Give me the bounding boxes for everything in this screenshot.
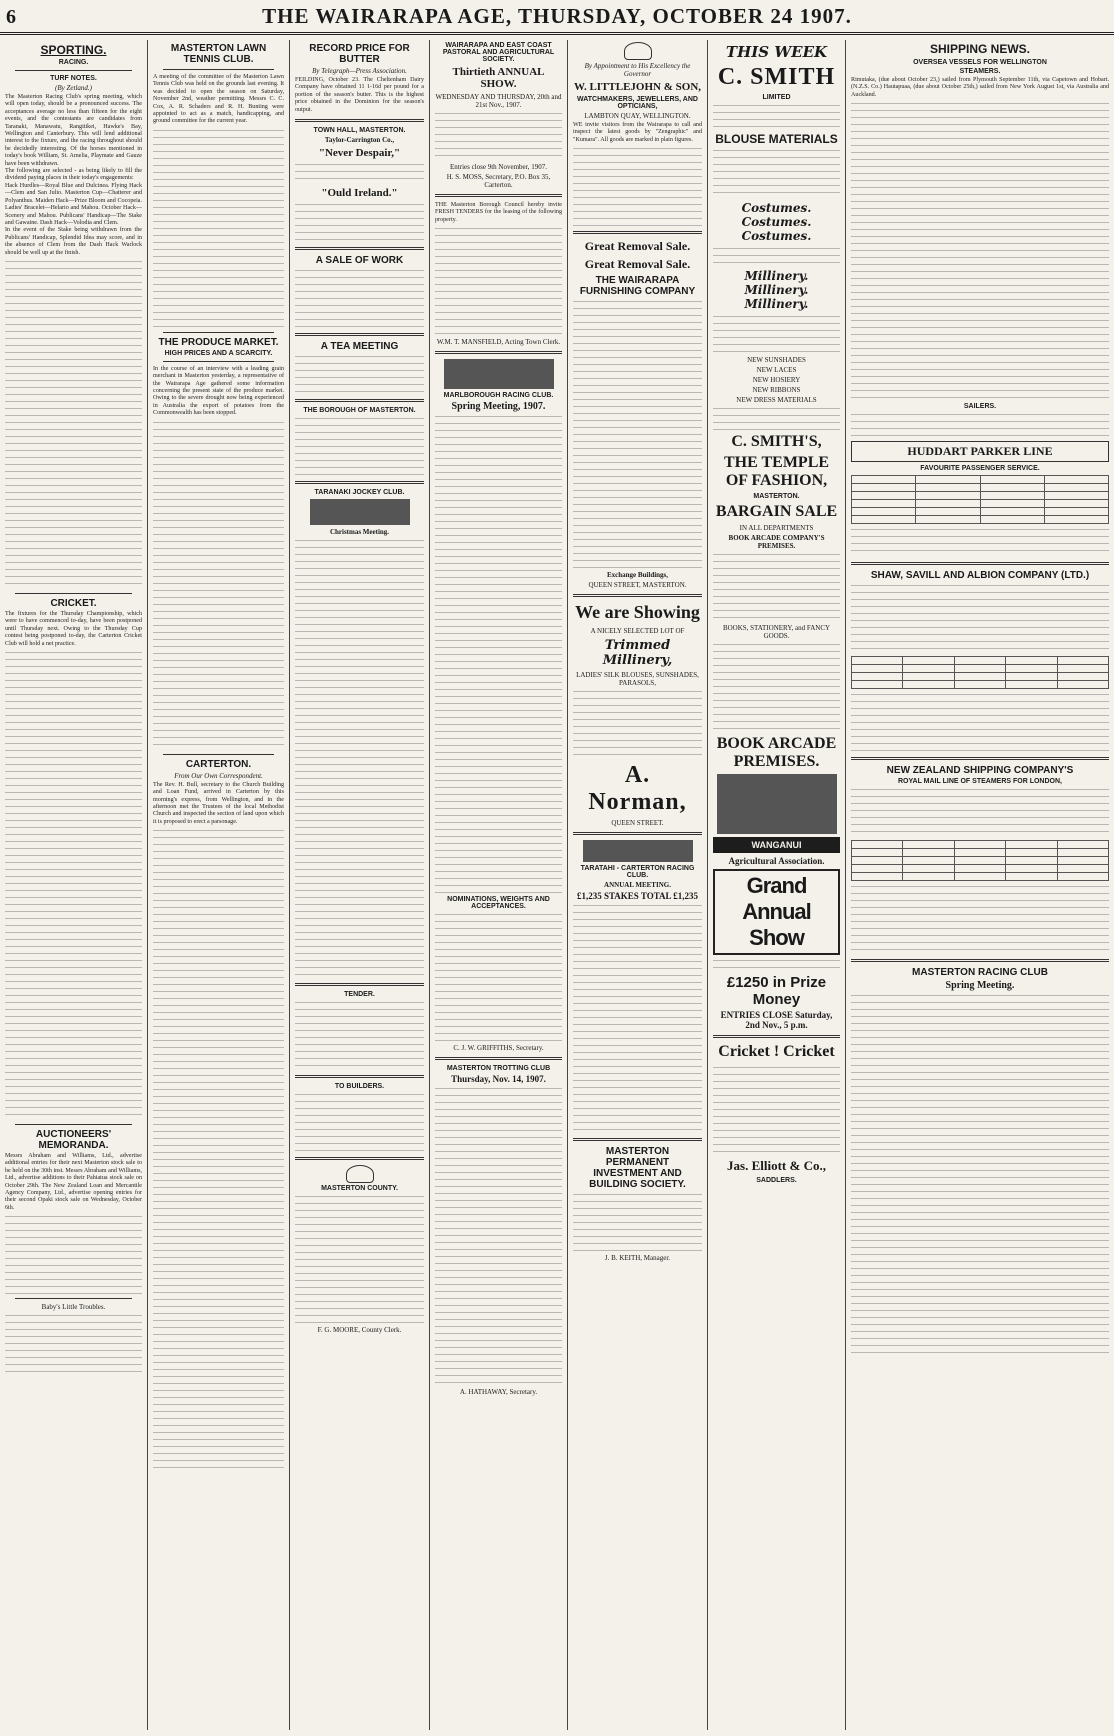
favourite-service: FAVOURITE PASSENGER SERVICE. <box>920 465 1040 473</box>
butter-heading: RECORD PRICE FOR BUTTER <box>309 43 410 65</box>
text-block <box>295 202 424 242</box>
elliott-name: Jas. Elliott & Co., <box>727 1158 826 1173</box>
column-shipping <box>846 40 1114 1730</box>
bull-illustration <box>717 774 837 834</box>
secretary-moss: H. S. MOSS, Secretary, P.O. Box 35, Carterton. <box>446 173 551 189</box>
new-dress-materials: NEW DRESS MATERIALS <box>736 396 817 404</box>
society-manager: J. B. KEITH, Manager. <box>604 1254 671 1263</box>
cricket-paragraph: The fixtures for the Thursday Championship, which were to have commenced to-day, have been postponed until Thursday next. Owing to the Thursday Cup contest being postponed to-day, the Carterton Cricket Club will hold a net practice. <box>5 610 142 647</box>
temple-of-fashion-title: THE TEMPLE OF FASHION, <box>723 454 830 489</box>
text-block <box>573 299 702 569</box>
text-block <box>295 1000 424 1070</box>
new-sunshades: NEW SUNSHADES <box>747 356 806 364</box>
text-block <box>851 993 1109 1353</box>
nominations-heading: NOMINATIONS, WEIGHTS AND ACCEPTANCES. <box>447 896 550 911</box>
littlejohn-text: WE invite visitors from the Wairarapa to call and inspect the latest goods by "Zengraphic" and "Kumara". All goods are marked in plain figures. <box>573 122 702 143</box>
sporting-heading: SPORTING. <box>40 43 107 57</box>
royal-mail-line: ROYAL MAIL LINE OF STEAMERS FOR LONDON, <box>898 778 1062 786</box>
saddlers-label: SADDLERS. <box>756 1177 797 1184</box>
books-line: BOOKS, STATIONERY, and FANCY GOODS. <box>722 624 831 640</box>
text-block <box>851 787 1109 837</box>
shipping-news-heading: SHIPPING NEWS. <box>929 42 1030 56</box>
littlejohn-trade: WATCHMAKERS, JEWELLERS, AND OPTICIANS, <box>577 96 698 110</box>
permanent-society-heading: MASTERTON PERMANENT INVESTMENT AND BUILDING SOCIETY. <box>589 1146 686 1191</box>
carterton-subheading: From Our Own Correspondent. <box>174 771 263 780</box>
racing-horses-illustration <box>444 359 554 389</box>
all-departments: IN ALL DEPARTMENTS <box>739 524 814 532</box>
trotting-date: Thursday, Nov. 14, 1907. <box>451 1074 546 1085</box>
masterton-label: MASTERTON. <box>753 493 800 500</box>
sailers-heading: SAILERS. <box>963 403 997 411</box>
text-block <box>153 128 284 328</box>
page-number: 6 <box>6 6 16 28</box>
c-smith-title: C. SMITH <box>717 64 836 90</box>
text-block <box>851 583 1109 653</box>
text-block <box>713 642 840 732</box>
auctioneers-paragraph: Messrs Abraham and Williams, Ltd., advertise additional entries for their next Masterton stock sale to be held on the 30th inst. Messrs Abraham and Williams, Ltd., advertise additions to their Pahiatua stock sale on October 29th. The New Zealand Loan and Mercantile Agency Company, Ltd., advertise opening entries for their second Opaki stock sale on Wednesday, October 6th. <box>5 1152 142 1211</box>
produce-subheading: HIGH PRICES AND A SCARCITY. <box>164 349 273 357</box>
column-butter <box>290 40 430 1730</box>
racing-illustration <box>583 840 693 862</box>
c-smiths-title: C. SMITH'S, <box>731 433 822 450</box>
text-block <box>295 416 424 476</box>
racing-paragraph-1: The Masterton Racing Club's spring meeting, which will open today, should be a pronounced success. The acceptances average no less than fifteen for the eight events, and the contestants are candidates from Taranaki, Manawatu, Rangitikei, Hawke's Bay, Wellington and Canterbury. This will lend additional interest to the fixture, and the racing throughout should be decidedly interesting. Of the horses mentioned in today's book William, St. Amelia, Playmate and Gauze have been withdrawn. <box>5 94 142 167</box>
borough-tenders-text: THE Masterton Borough Council hereby invite FRESH TENDERS for the leasing of the following property. <box>435 202 562 223</box>
tender-heading: TENDER. <box>344 991 375 999</box>
book-arcade-premises: BOOK ARCADE COMPANY'S PREMISES. <box>728 534 825 550</box>
text-block <box>295 1194 424 1324</box>
text-block <box>713 314 840 354</box>
acting-town-clerk: W.M. T. MANSFIELD, Acting Town Clerk. <box>436 338 561 347</box>
produce-paragraph: In the course of an interview with a leading grain merchant in Masterton yesterday, a representative of the Wairarapa Age gathered some information concerning the present state of the produce market. Owing to the severe drought now being experienced in Australia the export of potatoes from the Commonwealth has been stopped. <box>153 365 284 417</box>
nz-shipping-heading: NEW ZEALAND SHIPPING COMPANY'S <box>886 765 1074 777</box>
appointment-line: By Appointment to His Excellency the Governor <box>584 62 691 78</box>
racing-heading: RACING. <box>58 59 89 66</box>
selected-lot-line: A NICELY SELECTED LOT OF <box>590 627 685 636</box>
huddart-schedule <box>851 475 1109 524</box>
shaw-savill-heading: SHAW, SAVILL AND ALBION COMPANY (LTD.) <box>870 570 1090 582</box>
text-block <box>713 246 840 266</box>
entries-close: Entries close 9th November, 1907. <box>450 163 547 171</box>
text-block <box>295 1092 424 1152</box>
tea-meeting-heading: A TEA MEETING <box>320 341 399 353</box>
borough-heading: THE BOROUGH OF MASTERTON. <box>303 407 416 415</box>
royal-crest-icon <box>624 42 652 60</box>
text-block <box>435 912 562 1042</box>
costumes-title: Costumes. Costumes. Costumes. <box>741 201 812 243</box>
text-block <box>713 103 840 129</box>
masterton-racing-heading: MASTERTON RACING CLUB <box>912 967 1048 979</box>
text-block <box>295 162 424 184</box>
sale-of-work-heading: A SALE OF WORK <box>315 255 404 267</box>
never-despair-title: "Never Despair," <box>318 147 401 160</box>
column-ads-smith <box>708 40 846 1730</box>
text-block <box>573 1192 702 1252</box>
text-block <box>573 903 702 1133</box>
cricket-heading: CRICKET. <box>50 597 97 609</box>
text-block <box>851 884 1109 954</box>
column-sporting <box>0 40 148 1730</box>
marlborough-racing-heading: MARLBOROUGH RACING CLUB. <box>443 392 554 400</box>
we-are-showing-title: We are Showing <box>575 602 700 623</box>
auctioneers-heading: AUCTIONEERS' MEMORANDA. <box>35 1128 112 1151</box>
masthead <box>0 0 1114 35</box>
butter-paragraph: FEILDING, October 23. The Cheltenham Dairy Company have obtained 11 1-16d per pound for a portion of the season's butter. This is the highest price obtained in the Dominion for the season's output. <box>295 77 424 113</box>
carterton-paragraph: The Rev. H. Bull, secretary to the Church Building and Loan Fund, arrived in Carterton by this morning's express, from Wellington, and in the afternoon met the Trustees of the local Methodist Church and inspected the section of land upon which it is proposed to erect a parsonage. <box>153 781 284 825</box>
text-block <box>295 538 424 978</box>
tennis-heading: MASTERTON LAWN TENNIS CLUB. <box>170 43 267 65</box>
removal-sale-title-2: Great Removal Sale. <box>584 257 691 272</box>
steamers-paragraph: Rimutaka, (due about October 23,) sailed from Plymouth September 11th, via Capetown and Hobart. (N.Z.S. Co.) Hautapuaa, (due about October 25th,) sailed from New York August 1st, via Australia and Auckland. <box>851 77 1109 98</box>
columns <box>0 40 1114 1736</box>
text-block <box>713 958 840 972</box>
norman-name: A. Norman, <box>588 762 687 816</box>
removal-sale-title: Great Removal Sale. <box>584 239 691 254</box>
this-week-title: THIS WEEK <box>725 43 828 61</box>
turf-notes-heading: TURF NOTES. <box>50 75 97 82</box>
text-block <box>573 689 702 759</box>
christmas-meeting-title: Christmas Meeting. <box>329 528 390 537</box>
pastoral-society-heading: WAIRARAPA AND EAST COAST PASTORAL AND AGRICULTURAL SOCIETY. <box>442 42 555 63</box>
new-ribbons: NEW RIBBONS <box>752 386 801 394</box>
stakes-total: £1,235 STAKES TOTAL £1,235 <box>576 891 699 902</box>
racing-paragraph-3: Hack Hurdles—Royal Blue and Dulcinea. Flying Hack—Clem and San Julio. Masterton Cup—Chatterer and Polyanthus. Maiden Hack—Prize Bloom and Cocopeia. Ladies' Bracelet—Helario and Mahou. October Hack—Scenery and Mahou. Publicans' Handicap—The Stake and Gawaine. Dash Hack—Volodia and Clem. <box>5 182 142 226</box>
trimmed-millinery-title: Trimmed Millinery, <box>602 638 673 669</box>
text-block <box>435 226 562 336</box>
secretary-griffiths: C. J. W. GRIFFITHS, Secretary. <box>453 1044 544 1053</box>
text-block <box>851 527 1109 557</box>
builders-heading: TO BUILDERS. <box>334 1083 385 1091</box>
text-block <box>153 420 284 750</box>
text-block <box>851 412 1109 438</box>
limited-label: LIMITED <box>762 94 791 101</box>
trotting-club-heading: MASTERTON TROTTING CLUB <box>446 1065 551 1073</box>
carterton-heading: CARTERTON. <box>185 758 252 770</box>
racing-paragraph-2: The following are selected - as being likely to fill the dividend paying places in their today's engagements: <box>5 168 142 182</box>
newspaper-title: THE WAIRARAPA AGE, THURSDAY, OCTOBER 24 1907. <box>262 4 852 28</box>
text-block <box>713 552 840 622</box>
norman-address: QUEEN STREET. <box>611 819 664 828</box>
text-block <box>5 1313 142 1373</box>
text-block <box>295 354 424 394</box>
millinery-title: Millinery. Millinery. Millinery. <box>744 269 809 311</box>
text-block <box>573 146 702 226</box>
byline: (By Zetland.) <box>55 84 92 92</box>
text-block <box>435 111 562 161</box>
blouse-materials-title: BLOUSE MATERIALS <box>715 132 838 146</box>
masterton-spring-meeting: Spring Meeting. <box>945 980 1015 992</box>
column-ads-show <box>430 40 568 1730</box>
entries-close-wanganui: ENTRIES CLOSE Saturday, 2nd Nov., 5 p.m. <box>720 1010 833 1030</box>
prize-money: £1250 in Prize Money <box>726 974 827 1008</box>
column-tennis <box>148 40 290 1730</box>
county-heading: MASTERTON COUNTY. <box>321 1185 398 1193</box>
text-block <box>153 828 284 1468</box>
blouses-line: LADIES' SILK BLOUSES, SUNSHADES, PARASOLS, <box>576 671 699 688</box>
shaw-savill-schedule <box>851 656 1109 689</box>
tennis-paragraph: A meeting of the committee of the Masterton Lawn Tennis Club was held on the grounds last evening. It was decided to open the season on Saturday, November 2nd, weather permitting. Messrs C. C. Cox, A. R. Schaders and R. H. Bunting were appointed to act as a match, handicapping, and ground committee for the current year. <box>153 74 284 125</box>
steamers-heading: STEAMERS. <box>959 68 1001 75</box>
text-block <box>713 1065 840 1155</box>
racehorse-illustration <box>310 499 410 525</box>
littlejohn-location: LAMBTON QUAY, WELLINGTON. <box>584 112 691 120</box>
annual-show-title: Thirtieth ANNUAL SHOW. <box>452 66 545 90</box>
grand-annual-show: Grand Annual Show <box>713 869 840 955</box>
column-ads-jewellers <box>568 40 708 1730</box>
text-block <box>851 692 1109 752</box>
produce-heading: THE PRODUCE MARKET. <box>158 336 279 348</box>
spring-meeting-title: Spring Meeting, 1907. <box>451 401 546 413</box>
baby-heading: Baby's Little Troubles. <box>41 1303 106 1312</box>
ould-ireland-title: "Ould Ireland." <box>321 187 398 200</box>
taratahi-heading: TARATAHI - CARTERTON RACING CLUB. <box>580 865 695 880</box>
huddart-parker-banner: HUDDART PARKER LINE <box>851 441 1109 462</box>
county-clerk-signature: F. G. MOORE, County Clerk. <box>317 1326 402 1335</box>
secretary-hathaway: A. HATHAWAY, Secretary. <box>459 1388 538 1397</box>
jockey-club-heading: TARANAKI JOCKEY CLUB. <box>314 489 405 497</box>
cricket-title: Cricket ! Cricket <box>718 1043 835 1060</box>
text-block <box>435 414 562 894</box>
agricultural-association: Agricultural Association. <box>728 856 825 866</box>
racing-paragraph-4: In the event of the Stake being withdrawn from the Publicans' Handicap, Splendid Idea may score, and in the absence of Clem from the Dash Hack Warlock should be well up at the finish. <box>5 227 142 256</box>
show-dates: WEDNESDAY AND THURSDAY, 20th and 21st Nov., 1907. <box>435 93 562 109</box>
new-hosiery: NEW HOSIERY <box>752 376 801 384</box>
furnishing-company-heading: THE WAIRARAPA FURNISHING COMPANY <box>579 275 696 298</box>
exchange-address: QUEEN STREET, MASTERTON. <box>588 581 687 590</box>
text-block <box>851 101 1109 401</box>
town-hall-heading: TOWN HALL, MASTERTON. <box>313 127 406 135</box>
littlejohn-name: W. LITTLEJOHN & SON, <box>573 81 702 93</box>
text-block <box>5 1214 142 1294</box>
butter-byline: By Telegraph—Press Association. <box>312 67 407 75</box>
text-block <box>435 1086 562 1386</box>
new-laces: NEW LACES <box>756 366 797 374</box>
taylor-carrington-label: Taylor-Carrington Co., <box>324 136 395 145</box>
text-block <box>5 259 142 589</box>
county-crest <box>346 1165 374 1183</box>
text-block <box>295 268 424 328</box>
annual-meeting-title: ANNUAL MEETING. <box>604 881 671 890</box>
nz-shipping-schedule <box>851 840 1109 881</box>
wanganui-banner: WANGANUI <box>713 837 840 853</box>
text-block <box>713 148 840 198</box>
bargain-sale-title: BARGAIN SALE <box>715 503 838 520</box>
text-block <box>5 650 142 1120</box>
oversea-vessels-heading: OVERSEA VESSELS FOR WELLINGTON <box>913 59 1047 66</box>
exchange-buildings: Exchange Buildings, <box>606 571 669 580</box>
text-block <box>713 406 840 430</box>
book-arcade-title: BOOK ARCADE PREMISES. <box>716 735 837 770</box>
